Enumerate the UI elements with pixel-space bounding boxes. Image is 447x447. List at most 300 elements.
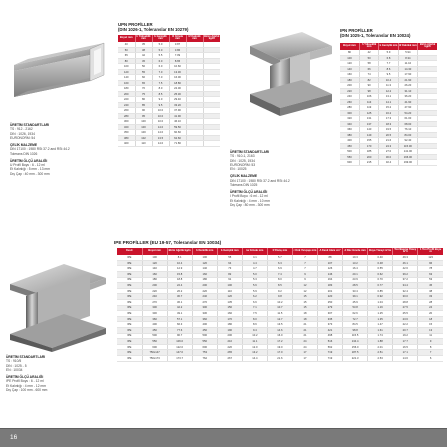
table-cell: 0.40 bbox=[368, 255, 393, 261]
table-cell: 400 bbox=[142, 322, 167, 328]
table-cell: 26.2 bbox=[167, 288, 192, 294]
table-cell: 12.7 bbox=[267, 316, 292, 322]
table-cell: 41.90 bbox=[398, 99, 417, 105]
table-cell: 34.4 bbox=[393, 283, 418, 289]
table-cell: IPE bbox=[117, 294, 142, 300]
table-cell: 450 bbox=[142, 328, 167, 334]
table-cell: 21.6 bbox=[267, 355, 292, 361]
table-cell: 88 bbox=[318, 255, 343, 261]
table-cell: 267 bbox=[217, 355, 242, 361]
table-cell: 31.10 bbox=[398, 88, 417, 94]
table-cell: IPE bbox=[117, 260, 142, 266]
table-cell: 65 bbox=[135, 80, 152, 86]
table-cell: 8.0 bbox=[152, 86, 169, 92]
table-cell: 90 bbox=[359, 83, 378, 89]
ipe-column-header: tw Gövde mm bbox=[242, 248, 267, 255]
table-cell: 140 bbox=[192, 266, 217, 272]
table-cell: 5.0 bbox=[152, 42, 169, 48]
table-cell: 32.4 bbox=[379, 160, 398, 166]
table-cell: 6.9 bbox=[267, 266, 292, 272]
table-cell: 12.0 bbox=[242, 344, 267, 350]
table-cell: 23.9 bbox=[343, 277, 368, 283]
table-cell: 50 bbox=[118, 47, 135, 53]
table-cell: IPE bbox=[117, 255, 142, 261]
table-cell: 330 bbox=[192, 311, 217, 317]
standards-line: DIN : 1025, 1934 bbox=[230, 158, 255, 163]
table-cell: 750x173 bbox=[142, 355, 167, 361]
table-cell: 38 bbox=[135, 47, 152, 53]
table-cell: 8.65 bbox=[169, 58, 186, 64]
table-cell: 107 bbox=[318, 260, 343, 266]
table-cell: 13.5 bbox=[267, 322, 292, 328]
table-cell: 550 bbox=[340, 154, 359, 160]
ipe-column-header: Ton Başına Yüzey m²/t bbox=[394, 248, 417, 254]
table-cell: 27.5 bbox=[393, 305, 418, 311]
table-cell: 279 bbox=[318, 305, 343, 311]
table-cell: 42.6 bbox=[393, 266, 418, 272]
table-cell: 5.9 bbox=[379, 50, 398, 56]
table-cell: 7 bbox=[292, 266, 317, 272]
table-cell: 98.8 bbox=[343, 328, 368, 334]
table-cell: 400 bbox=[192, 322, 217, 328]
table-cell: 220 bbox=[318, 294, 343, 300]
table-cell: 0.85 bbox=[368, 288, 393, 294]
upn-column-header: Boyut mm bbox=[118, 35, 135, 42]
table-cell: 7.5 bbox=[242, 311, 267, 317]
table-cell: 16.00 bbox=[169, 75, 186, 81]
table-cell: 550 bbox=[192, 339, 217, 345]
table-cell: 8.0 bbox=[267, 277, 292, 283]
table-cell: 120 bbox=[340, 61, 359, 67]
table-cell: 135 bbox=[217, 300, 242, 306]
table-cell: 71.80 bbox=[169, 141, 186, 147]
table-cell: 450 bbox=[340, 143, 359, 149]
upn-table bbox=[118, 35, 220, 147]
table-cell: 100 bbox=[135, 119, 152, 125]
table-cell: 21 bbox=[292, 322, 317, 328]
table-cell: 146 bbox=[318, 272, 343, 278]
table-cell: 1.61 bbox=[368, 328, 393, 334]
table-cell: 39.2 bbox=[393, 272, 418, 278]
table-cell: 53.8 bbox=[343, 305, 368, 311]
table-cell: 1.04 bbox=[368, 300, 393, 306]
table-cell: 125 bbox=[359, 110, 378, 116]
upn-column-header: h Yükseklik mm bbox=[136, 35, 151, 41]
table-cell: 61.00 bbox=[398, 116, 417, 122]
table-cell: 14.6 bbox=[393, 355, 418, 361]
table-cell: 1.88 bbox=[368, 339, 393, 345]
table-cell: 85 bbox=[135, 102, 152, 108]
table-cell: 100 bbox=[118, 64, 135, 70]
table-cell: 180 bbox=[192, 277, 217, 283]
table-cell: 270 bbox=[142, 300, 167, 306]
ipe-column-header: Kesit bbox=[117, 248, 142, 255]
table-cell: 16.4 bbox=[343, 266, 368, 272]
standards-line: EN : 10034 bbox=[6, 368, 23, 373]
table-cell: 6.0 bbox=[152, 58, 169, 64]
upn-profile-image bbox=[8, 25, 112, 107]
table-cell: 330 bbox=[142, 311, 167, 317]
table-cell: 160 bbox=[142, 272, 167, 278]
ipn-standards bbox=[230, 150, 290, 207]
table-cell: 8.6 bbox=[379, 66, 398, 72]
table-cell: 15 bbox=[418, 322, 443, 328]
ipn-column-header: t2 Kalınlık mm bbox=[398, 43, 417, 50]
table-cell: 0.48 bbox=[368, 260, 393, 266]
table-cell: 5.94 bbox=[398, 50, 417, 56]
table-cell: 4.4 bbox=[242, 260, 267, 266]
table-cell: IPE bbox=[117, 288, 142, 294]
table-cell: 280 bbox=[340, 105, 359, 111]
table-cell: 3.86 bbox=[169, 47, 186, 53]
standards-line: I Profil Boyu : 6 ml - 12 ml bbox=[230, 194, 268, 199]
table-cell: 155 bbox=[359, 138, 378, 144]
table-cell: 95 bbox=[135, 113, 152, 119]
standards-heading: ÜRETİM ÖLÇÜ ARALIĞI bbox=[6, 374, 44, 379]
table-cell: 92.40 bbox=[398, 138, 417, 144]
table-cell: 17.2 bbox=[267, 339, 292, 345]
table-cell: 11.5 bbox=[267, 311, 292, 317]
table-cell: 160 bbox=[340, 72, 359, 78]
table-cell: 7.5 bbox=[152, 80, 169, 86]
ipe-column-header: A Kesit Alanı cm² bbox=[318, 248, 343, 255]
table-cell: 17 bbox=[292, 355, 317, 361]
table-cell: 8 bbox=[418, 344, 443, 350]
table-cell: 47.90 bbox=[398, 105, 417, 111]
table-cell: 10.60 bbox=[169, 64, 186, 70]
table-cell: 75 bbox=[135, 91, 152, 97]
table-cell: 120 bbox=[118, 69, 135, 75]
table-cell: 6 bbox=[418, 355, 443, 361]
table-cell: 12 bbox=[292, 283, 317, 289]
table-cell: 90 bbox=[135, 108, 152, 114]
table-cell: 270 bbox=[192, 300, 217, 306]
table-cell: 265 bbox=[217, 350, 242, 356]
table-cell: 62.6 bbox=[343, 311, 368, 317]
table-cell: 66.3 bbox=[167, 322, 192, 328]
upn-column-header: t2 Kalınlık mm bbox=[186, 35, 203, 42]
standards-line: DIN : 1025 - 5 bbox=[6, 363, 27, 368]
table-cell: 240 bbox=[118, 102, 135, 108]
table-cell: 26.20 bbox=[398, 83, 417, 89]
table-cell: 113 bbox=[359, 99, 378, 105]
table-cell: 45 bbox=[418, 283, 443, 289]
table-cell: 9.8 bbox=[267, 294, 292, 300]
table-cell: 15 bbox=[292, 300, 317, 306]
table-cell: 10.2 bbox=[242, 333, 267, 339]
table-cell: 6.0 bbox=[152, 64, 169, 70]
ipn-table bbox=[340, 43, 437, 166]
table-cell: 1.16 bbox=[368, 305, 393, 311]
standards-heading: ÜRETİM STANDARTLARI bbox=[10, 123, 50, 127]
table-cell: 115.00 bbox=[398, 143, 417, 149]
table-cell: 30.0 bbox=[379, 154, 398, 160]
table-cell: 8.6 bbox=[242, 322, 267, 328]
table-cell: 84.5 bbox=[343, 322, 368, 328]
table-cell: 14.0 bbox=[152, 124, 169, 130]
table-cell: 160 bbox=[118, 80, 135, 86]
table-cell: 380 bbox=[118, 135, 135, 141]
table-cell bbox=[418, 160, 437, 166]
standards-line: EURONORM: 53 bbox=[230, 163, 256, 168]
table-cell: 468 bbox=[318, 333, 343, 339]
table-cell: 100 bbox=[192, 255, 217, 261]
table-cell: 0.92 bbox=[368, 294, 393, 300]
table-cell: 10.0 bbox=[152, 113, 169, 119]
table-cell: 50 bbox=[135, 64, 152, 70]
table-cell: 187.5 bbox=[343, 350, 368, 356]
standards-heading: ÜRETİM STANDARTLARI bbox=[230, 150, 270, 154]
table-cell: 0.70 bbox=[368, 277, 393, 283]
table-cell: 17.1 bbox=[393, 350, 418, 356]
table-cell: IPE bbox=[117, 322, 142, 328]
standards-line: TS : 910/5 bbox=[6, 359, 22, 364]
table-cell: IPE bbox=[117, 316, 142, 322]
standards-heading: ÇELİK MALZEME bbox=[230, 174, 258, 179]
table-cell: 77.6 bbox=[167, 328, 192, 334]
table-cell: 17.0 bbox=[267, 350, 292, 356]
table-cell: 9.0 bbox=[152, 97, 169, 103]
standards-heading: ÜRETİM STANDARTLARI bbox=[6, 355, 46, 359]
table-cell: 15.2 bbox=[379, 105, 398, 111]
table-cell: 6.8 bbox=[379, 55, 398, 61]
table-cell: IPE bbox=[117, 272, 142, 278]
upn-title: UPN PROFİLLER (DIN 1026-1, Toleranslar EN 10279) bbox=[118, 22, 189, 32]
table-cell: 123 bbox=[418, 255, 443, 261]
table-cell: 1.35 bbox=[368, 316, 393, 322]
table-cell: 17 bbox=[292, 350, 317, 356]
table-cell: 22.00 bbox=[169, 86, 186, 92]
table-cell: 100 bbox=[340, 55, 359, 61]
table-cell: 220 bbox=[217, 344, 242, 350]
ipn-column-header: h Yükseklik mm bbox=[359, 43, 378, 50]
table-cell: 27.0 bbox=[379, 149, 398, 155]
table-cell: 100 bbox=[217, 283, 242, 289]
table-cell: 42.2 bbox=[167, 305, 192, 311]
standards-line: DIN : 1026, 1934 bbox=[10, 131, 35, 136]
table-cell: 5.0 bbox=[242, 272, 267, 278]
table-cell: 753 bbox=[192, 350, 217, 356]
table-cell: 180 bbox=[340, 77, 359, 83]
table-cell: 13.30 bbox=[169, 69, 186, 75]
table-cell: 260 bbox=[118, 108, 135, 114]
table-cell: 20.1 bbox=[343, 272, 368, 278]
table-cell: 200 bbox=[217, 333, 242, 339]
table-cell: 5.5 bbox=[152, 53, 169, 59]
table-row bbox=[117, 355, 443, 361]
table-cell: 45 bbox=[135, 58, 152, 64]
table-cell: 240 bbox=[340, 94, 359, 100]
table-cell: 13.2 bbox=[343, 260, 368, 266]
table-cell: 73 bbox=[217, 266, 242, 272]
table-cell: 12.9 bbox=[167, 266, 192, 272]
table-cell: 220 bbox=[142, 288, 167, 294]
table-cell: 17.90 bbox=[398, 72, 417, 78]
standards-line: Dış Çap : 100 mm - 600 mm bbox=[6, 388, 48, 392]
table-cell: 21.90 bbox=[398, 77, 417, 83]
table-cell: 63 bbox=[418, 272, 443, 278]
table-cell: IPE bbox=[117, 355, 142, 361]
table-cell: 141.00 bbox=[398, 149, 417, 155]
table-cell: 320 bbox=[340, 116, 359, 122]
table-cell: 28.5 bbox=[343, 283, 368, 289]
table-cell: 6.2 bbox=[242, 294, 267, 300]
table-cell: 500 bbox=[340, 149, 359, 155]
table-cell: 16.5 bbox=[393, 344, 418, 350]
table-cell: IPE bbox=[117, 333, 142, 339]
table-cell: 762 bbox=[192, 355, 217, 361]
table-cell: 7 bbox=[418, 350, 443, 356]
table-cell: 60.60 bbox=[169, 130, 186, 136]
table-cell: 74 bbox=[359, 72, 378, 78]
table-cell: 7.1 bbox=[242, 305, 267, 311]
ipe-column-header: r Kök Yarıçapı mm bbox=[292, 248, 317, 255]
table-cell: 102 bbox=[135, 135, 152, 141]
table-cell: 134.4 bbox=[343, 339, 368, 345]
table-cell: 20.7 bbox=[393, 328, 418, 334]
table-cell: 37.2 bbox=[393, 277, 418, 283]
ipn-column-header: Boyut mm bbox=[340, 43, 359, 50]
table-cell: 562 bbox=[318, 344, 343, 350]
table-cell: 39.1 bbox=[343, 294, 368, 300]
table-cell: 100 bbox=[135, 130, 152, 136]
table-cell: 9.5 bbox=[379, 72, 398, 78]
table-cell: 18 bbox=[292, 311, 317, 317]
table-cell: 53 bbox=[418, 277, 443, 283]
table-cell: 7.0 bbox=[152, 75, 169, 81]
table-cell: 78 bbox=[418, 266, 443, 272]
table-cell: 12.2 bbox=[379, 88, 398, 94]
table-cell: 450 bbox=[192, 328, 217, 334]
table-cell: 7 bbox=[292, 255, 317, 261]
table-cell: 300 bbox=[118, 119, 135, 125]
ipn-title: IPN PROFİLLER (DIN 1025-1, Toleranslar EN 10024) bbox=[340, 28, 411, 38]
table-cell: 55 bbox=[135, 69, 152, 75]
table-cell: 8.0 bbox=[242, 316, 267, 322]
table-cell: 91 bbox=[217, 277, 242, 283]
table-cell: 164 bbox=[318, 277, 343, 283]
table-cell: 5.7 bbox=[267, 255, 292, 261]
table-cell: 280 bbox=[118, 113, 135, 119]
table-cell: 10.4 bbox=[379, 77, 398, 83]
ipe-column-header: Boyut mm bbox=[142, 248, 167, 255]
table-cell: 380 bbox=[340, 132, 359, 138]
table-cell: 5.0 bbox=[152, 47, 169, 53]
table-cell: 260 bbox=[340, 99, 359, 105]
table-cell: 42 bbox=[359, 50, 378, 56]
table-cell: 160 bbox=[217, 311, 242, 317]
table-cell: 12 bbox=[292, 288, 317, 294]
table-cell: 49.1 bbox=[167, 311, 192, 317]
table-cell: IPE bbox=[117, 339, 142, 345]
table-cell: 240 bbox=[142, 294, 167, 300]
table-cell: 335 bbox=[318, 316, 343, 322]
table-cell: IPE bbox=[117, 350, 142, 356]
standards-heading: ÜRETİM ÖLÇÜ ARALIĞI bbox=[10, 158, 48, 163]
table-cell: 6.6 bbox=[242, 300, 267, 306]
table-cell: 0.62 bbox=[368, 272, 393, 278]
ipn-column-header: Birim Ağırlık kg/m bbox=[418, 43, 437, 50]
table-cell: 170 bbox=[217, 316, 242, 322]
table-cell: 200 bbox=[192, 283, 217, 289]
standards-heading: ÇELİK MALZEME bbox=[10, 142, 38, 147]
table-cell: 100 bbox=[142, 255, 167, 261]
table-cell: 21 bbox=[292, 333, 317, 339]
table-cell: 340 bbox=[340, 121, 359, 127]
table-cell: 14.30 bbox=[398, 66, 417, 72]
table-cell: 16.2 bbox=[379, 110, 398, 116]
table-cell: 719 bbox=[318, 350, 343, 356]
table-cell: 300 bbox=[340, 110, 359, 116]
table-cell: 18.80 bbox=[169, 80, 186, 86]
table-cell: 122.0 bbox=[167, 344, 192, 350]
table-cell: 350 bbox=[118, 130, 135, 136]
table-cell: 200 bbox=[340, 83, 359, 89]
table-cell: 500 bbox=[142, 333, 167, 339]
table-cell: 66 bbox=[359, 66, 378, 72]
table-cell: 131 bbox=[359, 116, 378, 122]
standards-line: Et Kalınlığı : 5 mm - 13 mm bbox=[10, 167, 50, 172]
table-cell: 9 bbox=[292, 272, 317, 278]
table-cell: 7 bbox=[292, 260, 317, 266]
table-cell: 200 bbox=[118, 91, 135, 97]
ipe-title: IPE PROFİLLER (EU 19-57, Toleranslar EN 10034) bbox=[114, 240, 222, 245]
table-cell: 25.30 bbox=[169, 91, 186, 97]
table-cell: 22.2 bbox=[393, 322, 418, 328]
table-cell: 360 bbox=[340, 127, 359, 133]
table-cell: 149 bbox=[359, 132, 378, 138]
table-cell: 10.2 bbox=[267, 300, 292, 306]
table-cell: 49.3 bbox=[393, 255, 418, 261]
standards-line: TS : 912 - 2162 bbox=[10, 127, 33, 132]
table-cell: 750x147 bbox=[142, 350, 167, 356]
table-cell: IPE bbox=[117, 300, 142, 306]
table-cell: 17.7 bbox=[393, 339, 418, 345]
table-cell: 13.5 bbox=[152, 135, 169, 141]
table-cell: 7.7 bbox=[379, 61, 398, 67]
table-cell: 120 bbox=[217, 294, 242, 300]
table-cell: IPE bbox=[117, 328, 142, 334]
table-cell: 9 bbox=[418, 339, 443, 345]
table-cell: 13 bbox=[418, 328, 443, 334]
footer-divider bbox=[0, 428, 447, 429]
table-cell: 180 bbox=[142, 277, 167, 283]
table-cell: 7.0 bbox=[152, 69, 169, 75]
table-cell: 307 bbox=[318, 311, 343, 317]
table-cell: 42 bbox=[135, 53, 152, 59]
table-cell: 500 bbox=[192, 333, 217, 339]
table-cell: 28.8 bbox=[393, 300, 418, 306]
table-cell: 10.7 bbox=[267, 305, 292, 311]
table-cell: 200 bbox=[142, 283, 167, 289]
table-cell: 17.3 bbox=[379, 116, 398, 122]
table-cell: 110 bbox=[217, 288, 242, 294]
table-cell: 2.51 bbox=[368, 350, 393, 356]
table-cell: 140 bbox=[142, 266, 167, 272]
table-cell bbox=[186, 141, 203, 147]
standards-line: Et Kalınlığı : 4 mm - 10 mm bbox=[230, 198, 270, 203]
table-cell: 320 bbox=[118, 124, 135, 130]
table-cell: 22.4 bbox=[167, 283, 192, 289]
table-cell: 23.6 bbox=[393, 316, 418, 322]
table-cell: 156.0 bbox=[343, 344, 368, 350]
table-cell: 41.90 bbox=[169, 113, 186, 119]
standards-line: Tolerans DIN 1025 bbox=[230, 183, 258, 187]
table-cell: 150 bbox=[217, 305, 242, 311]
table-cell: 16.0 bbox=[267, 333, 292, 339]
table-cell: 360 bbox=[192, 316, 217, 322]
table-cell: 5.3 bbox=[242, 277, 267, 283]
